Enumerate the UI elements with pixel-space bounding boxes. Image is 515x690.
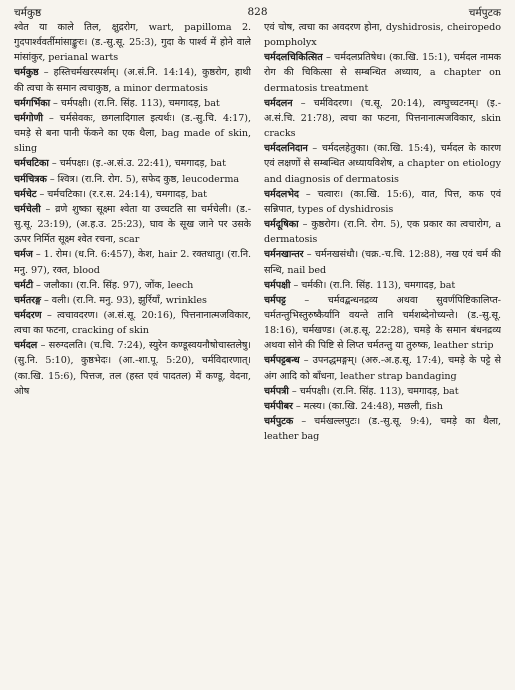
- dictionary-entry: [14, 187, 251, 202]
- running-header: [14, 6, 501, 20]
- header-right-guide-word: चर्मपुटक: [468, 7, 501, 19]
- dictionary-entry: [14, 65, 251, 95]
- entry-definition: – व्रणे शुष्का सूक्ष्मा श्वेता या उच्चटति सा चर्मचेली। (ड.-सु.सू. 23:19), (अ.ह.उ. 25:23), घाव के सूख जाने पर उसके ऊपर निर्मित सूक्ष्म श्वेत रचना, scar: [14, 203, 251, 246]
- dictionary-entry: [14, 111, 251, 156]
- entry-headword: चर्मदल: [14, 340, 38, 352]
- entry-headword: चर्मटी: [14, 279, 33, 291]
- dictionary-entry: [264, 353, 501, 383]
- dictionary-entry: [264, 50, 501, 95]
- entry-headword: चर्मचेट: [14, 188, 37, 200]
- header-left-guide-word: चर्मकुष्ठ: [14, 7, 42, 19]
- entry-definition: – चर्मनखसंधौ। (चक्र.-च.चि. 12:88), नख एवं चर्म की सन्धि, nail bed: [264, 249, 501, 276]
- entry-headword: चर्मदलचिकित्सित: [264, 52, 323, 64]
- dictionary-entry: [14, 20, 251, 65]
- entry-definition: – चर्मविदरण। (च.सू. 20:14), त्वग्घुच्चटनम्। (इ.-अ.सं.चि. 21:78), त्वचा का फटना, पित्तनानात्मजविकार, skin cracks: [264, 97, 501, 140]
- entry-definition: – चर्मदलहेतुका। (का.खि. 15:4), चर्मदल के कारण एवं लक्षणों से सम्बन्धित अध्यायविशेष, a chapter on etiology and diagnosis of dermatosis: [264, 143, 501, 185]
- entry-headword: चर्मदरण: [14, 309, 42, 321]
- dictionary-entry: [264, 247, 501, 277]
- entry-headword: चर्मदूषिका: [264, 219, 299, 231]
- entry-definition: – जलौका। (रा.नि. सिंह. 97), जोंक, leech: [33, 279, 194, 291]
- dictionary-entry: [264, 141, 501, 186]
- entry-definition: – चत्वारः। (का.खि. 15:6), वात, पित्त, कफ एवं सन्निपात, types of dyshidrosis: [264, 188, 501, 215]
- entry-headword: चर्मनखान्तर: [264, 249, 304, 261]
- entry-headword: चर्मपीबर: [264, 400, 293, 412]
- entry-headword: चर्मदलभेद: [264, 188, 299, 200]
- dictionary-entry: [14, 247, 251, 277]
- dictionary-entry: [14, 96, 251, 111]
- entry-headword: चर्मपक्षी: [264, 279, 291, 291]
- right-column: [264, 20, 501, 688]
- entry-headword: चर्मगोणी: [14, 112, 43, 124]
- dictionary-entry: [264, 293, 501, 354]
- dictionary-entry: [264, 187, 501, 217]
- dictionary-entry: [264, 217, 501, 247]
- dictionary-entry: [14, 156, 251, 171]
- entry-headword: चर्मदलन: [264, 97, 293, 109]
- entry-headword: चर्मज: [14, 249, 33, 261]
- entry-definition: – चर्मपक्षः। (इ.-अ.सं.उ. 22:41), चमगादड़, bat: [48, 158, 226, 170]
- entry-definition: एवं चोष, त्वचा का अवदरण होना, dyshidrosis, cheiropedo pompholyx: [264, 22, 501, 49]
- entry-definition: – सरुग्दलति। (च.चि. 7:24), स्युरेन कण्डूस्वयनौषोचास्तलेषु। (सु.नि. 5:10), कुष्ठभेदः। (आ.-शा.पू. 5:20), चर्मविदारणात्। (का.खि. 15:6), पित्तज, तल (हस्त एवं पादतल) में कण्डू, वेदना, ओष: [14, 340, 251, 397]
- entry-headword: चर्मपट्टबन्ध: [264, 355, 300, 367]
- entry-definition: – चर्मवद्बन्धनद्रव्य अथवा सुवर्णपिष्टिकालिप्त-चर्मतन्तुभिस्तुरुष्कैर्यानि वयन्ते तानि चर्मशब्देनोच्यन्ते। (ड.-सु.सू. 18:16), चर्मखण्ड। (अ.ह.सू. 22:28), चमड़े के समान बंधनद्रव्य अथवा सोने की पिष्टि से लिप्त चर्मतन्तु या तुरुष्क, leather strip: [264, 294, 501, 352]
- entry-definition: – चर्मपक्षी। (रा.नि. सिंह. 113), चमगादड़, bat: [50, 97, 220, 109]
- entry-definition: – कुष्ठरोग। (रा.नि. रोग. 5), एक प्रकार का त्वचारोग, a dermatosis: [264, 219, 501, 246]
- entry-definition: – मत्स्य। (का.खि. 24:48), मछली, fish: [292, 400, 443, 412]
- dictionary-entry: [264, 399, 501, 414]
- dictionary-entry: [264, 414, 501, 444]
- dictionary-entry: [14, 308, 251, 338]
- dictionary-entry: [14, 278, 251, 293]
- entry-definition: – चर्मकी। (रा.नि. सिंह. 113), चमगादड़, bat: [290, 279, 456, 291]
- dictionary-entry: [264, 96, 501, 141]
- entry-headword: चर्मकुष्ठ: [14, 67, 39, 79]
- entry-definition: – 1. रोम। (ध.नि. 6:457), केश, hair 2. रक्तधातु। (रा.नि. मनु. 97), रक्त, blood: [14, 249, 251, 276]
- dictionary-entry: [264, 278, 501, 293]
- entry-definition: – उपनद्धमङ्गम्। (अरु.-अ.ह.सू. 17:4), चमड़े के पट्टे से अंग आदि को बाँधना, leather strap bandaging: [264, 355, 501, 382]
- dictionary-entry: [14, 172, 251, 187]
- entry-headword: चर्मचेली: [14, 203, 41, 215]
- entry-definition: श्वेत या काले तिल, क्षुद्ररोग, wart, papilloma 2. गुदपार्श्ववर्तीमांसाङ्कुरः। (ड.-सु.सू. 25:3), गुदा के पार्श्व में होने वाले मांसांकुर, perianal warts: [14, 22, 251, 64]
- left-column: [14, 20, 251, 688]
- dictionary-entry: [14, 293, 251, 308]
- dictionary-entry: [14, 338, 251, 399]
- entry-headword: चर्मतरङ्ग: [14, 294, 42, 306]
- entry-headword: चर्मपट्ट: [264, 294, 286, 306]
- entry-definition: – चर्मचटिका। (र.र.स. 24:14), चमगादड़, bat: [36, 188, 207, 200]
- dictionary-entry: [14, 202, 251, 247]
- dictionary-entry: [264, 384, 501, 399]
- page-number: 828: [247, 6, 268, 18]
- entry-headword: चर्मदलनिदान: [264, 143, 308, 155]
- entry-definition: – चर्मसेवकः, छगलादिगाल इत्यर्थः। (ड.-सु.चि. 4:17), चमड़े से बना पानी फेंकने का एक थैला, bag made of skin, sling: [14, 112, 251, 155]
- entry-headword: चर्मचटिका: [14, 158, 49, 170]
- entry-headword: चर्मपुटक: [264, 416, 294, 428]
- entry-definition: – श्वित्र। (रा.नि. रोग. 5), सफेद कुष्ठ, leucoderma: [46, 173, 240, 185]
- entry-definition: – हस्तिचर्मखरस्पर्शम्। (अ.सं.नि. 14:14), कुष्ठरोग, हाथी की त्वचा के समान त्वचाकुष्ठ, a minor dermatosis: [14, 67, 251, 94]
- entry-definition: – चर्मखल्लपुटः। (ड.-सु.सू. 9:4), चमड़े का थैला, leather bag: [264, 416, 501, 443]
- entry-headword: चर्मचित्रक: [14, 173, 47, 185]
- entry-headword: चर्मगर्भिका: [14, 97, 51, 109]
- entry-definition: – वली। (रा.नि. मनु. 93), झुर्रियाँ, wrinkles: [41, 294, 207, 306]
- entry-definition: – चर्मदलप्रतिषेध। (का.खि. 15:1), चर्मदल नामक रोग की चिकित्सा से सम्बन्धित अध्याय, a chapter on dermatosis treatment: [264, 52, 501, 94]
- entry-headword: चर्मपत्री: [264, 385, 289, 397]
- entry-definition: – चर्मपक्षी। (रा.नि. सिंह. 113), चमगादड़, bat: [288, 385, 459, 397]
- entry-definition: – त्वचावदरण। (अ.सं.सू. 20:16), पित्तनानात्मजविकार, त्वचा का फटना, cracking of skin: [14, 309, 251, 337]
- dictionary-entry: [264, 20, 501, 50]
